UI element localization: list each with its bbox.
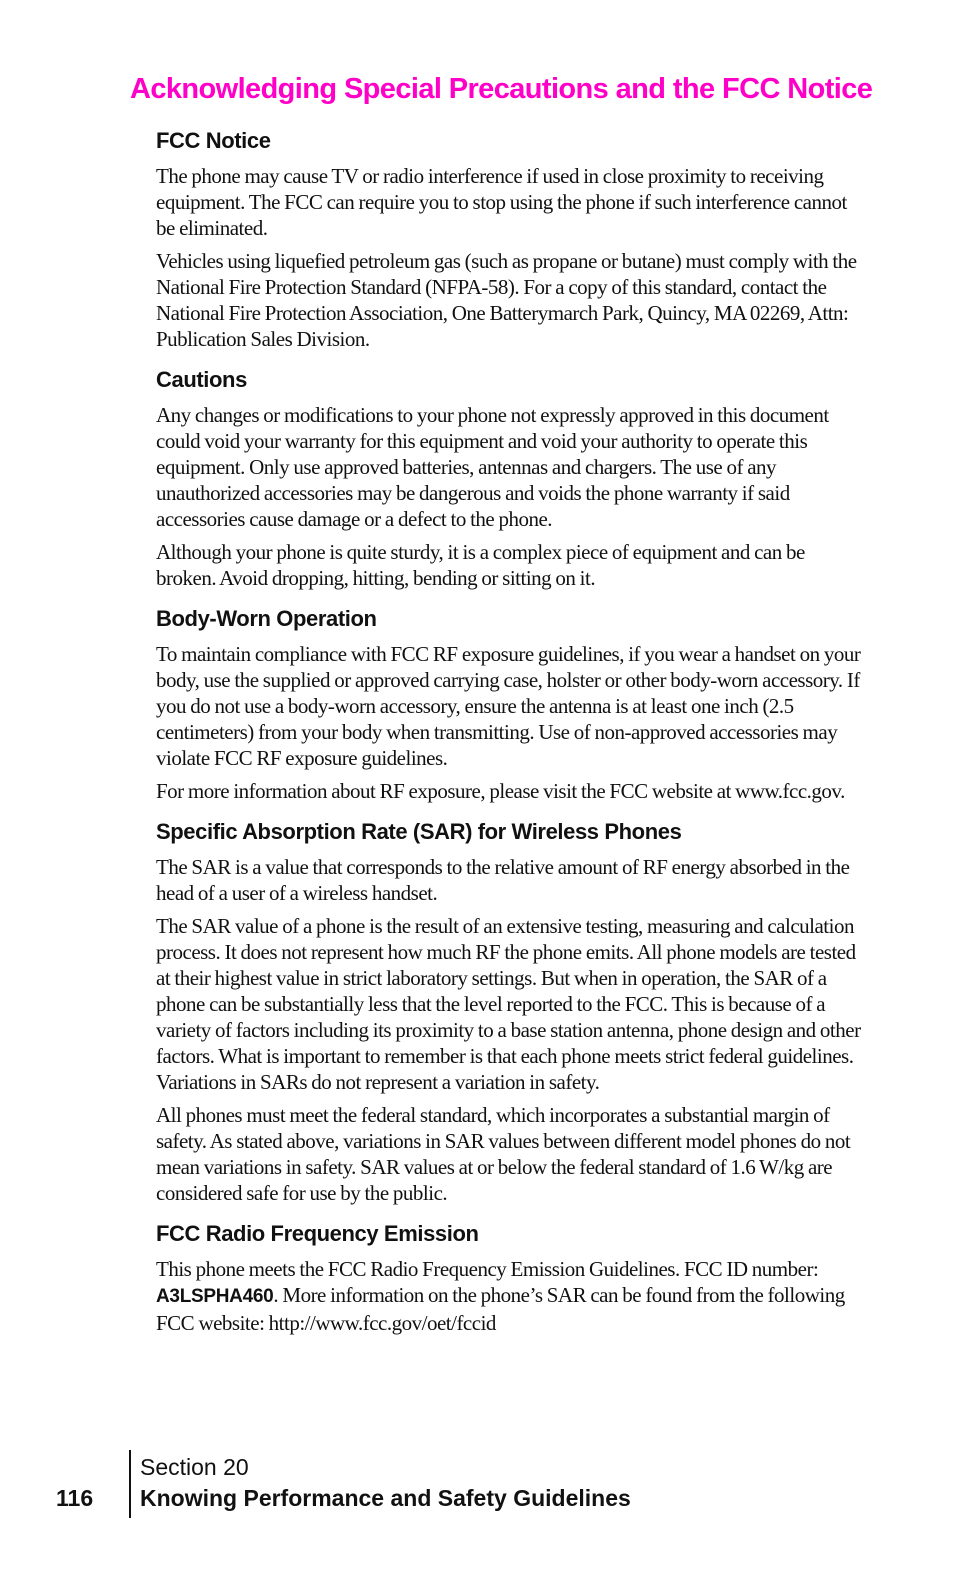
paragraph: Although your phone is quite sturdy, it is a complex piece of equipment and can be broken. Avoid dropping, hitting, bending or sitting on it. xyxy=(156,540,805,590)
paragraph: For more information about RF exposure, please visit the FCC website at www.fcc.gov. xyxy=(156,779,845,803)
section-heading-cautions: Cautions xyxy=(156,367,247,392)
paragraph: The SAR is a value that corresponds to the relative amount of RF energy absorbed in the head of a user of a wireless handset. xyxy=(156,855,850,905)
paragraph: Any changes or modifications to your phone not expressly approved in this document could void your warranty for this equipment and void your authority to operate this equipment. Only use approved batteries, antennas and chargers. The use of any unauthorized accessories may be dangerous and voids the phone warranty if said accessories cause damage or a defect to the phone. xyxy=(156,403,829,531)
paragraph: Vehicles using liquefied petroleum gas (such as propane or butane) must comply with the National Fire Protection Standard (NFPA-58). For a copy of this standard, contact the National Fire Protection Association, One Batterymarch Park, Quincy, MA 02269, Attn: Publication Sales Division. xyxy=(156,249,857,351)
fcc-id-number: A3LSPHA460 xyxy=(156,1286,274,1307)
document-body xyxy=(156,120,868,1343)
emission-text-before: This phone meets the FCC Radio Frequency Emission Guidelines. FCC ID number: xyxy=(156,1257,819,1281)
paragraph-emission xyxy=(156,1256,868,1336)
section-heading-sar: Specific Absorption Rate (SAR) for Wireless Phones xyxy=(156,819,682,844)
page-number: 116 xyxy=(56,1485,94,1511)
footer-divider xyxy=(129,1450,131,1518)
section-heading-body-worn-operation: Body-Worn Operation xyxy=(156,606,377,631)
paragraph: The SAR value of a phone is the result of an extensive testing, measuring and calculation process. It does not represent how much RF the phone emits. All phone models are tested at their highest value in strict laboratory settings. But when in operation, the SAR of a phone can be substantially less that the level reported to the FCC. This is because of a variety of factors including its proximity to a base station antenna, phone design and other factors. What is important to remember is that each phone meets strict federal guidelines. Variations in SARs do not represent a variation in safety. xyxy=(156,914,861,1094)
paragraph: All phones must meet the federal standard, which incorporates a substantial margin of safety. As stated above, variations in SAR values between different model phones do not mean variations in safety. SAR values at or below the federal standard of 1.6 W/kg are considered safe for use by the public. xyxy=(156,1103,851,1205)
section-heading-rf-emission: FCC Radio Frequency Emission xyxy=(156,1221,479,1246)
section-heading-fcc-notice: FCC Notice xyxy=(156,128,271,153)
footer-section-label: Section 20 xyxy=(140,1454,249,1480)
page-title: Acknowledging Special Precautions and the FCC Notice xyxy=(130,73,873,105)
paragraph: The phone may cause TV or radio interference if used in close proximity to receiving equipment. The FCC can require you to stop using the phone if such interference cannot be eliminated. xyxy=(156,164,847,240)
paragraph: To maintain compliance with FCC RF exposure guidelines, if you wear a handset on your body, use the supplied or approved carrying case, holster or other body-worn accessory. If you do not use a body-worn accessory, ensure the antenna is at least one inch (2.5 centimeters) from your body when transmitting. Use of non-approved accessories may violate FCC RF exposure guidelines. xyxy=(156,642,861,770)
emission-text-after: . More information on the phone’s SAR can be found from the following FCC website: http://www.fcc.gov/oet/fccid xyxy=(156,1283,845,1335)
footer-chapter-title: Knowing Performance and Safety Guidelines xyxy=(140,1485,631,1511)
